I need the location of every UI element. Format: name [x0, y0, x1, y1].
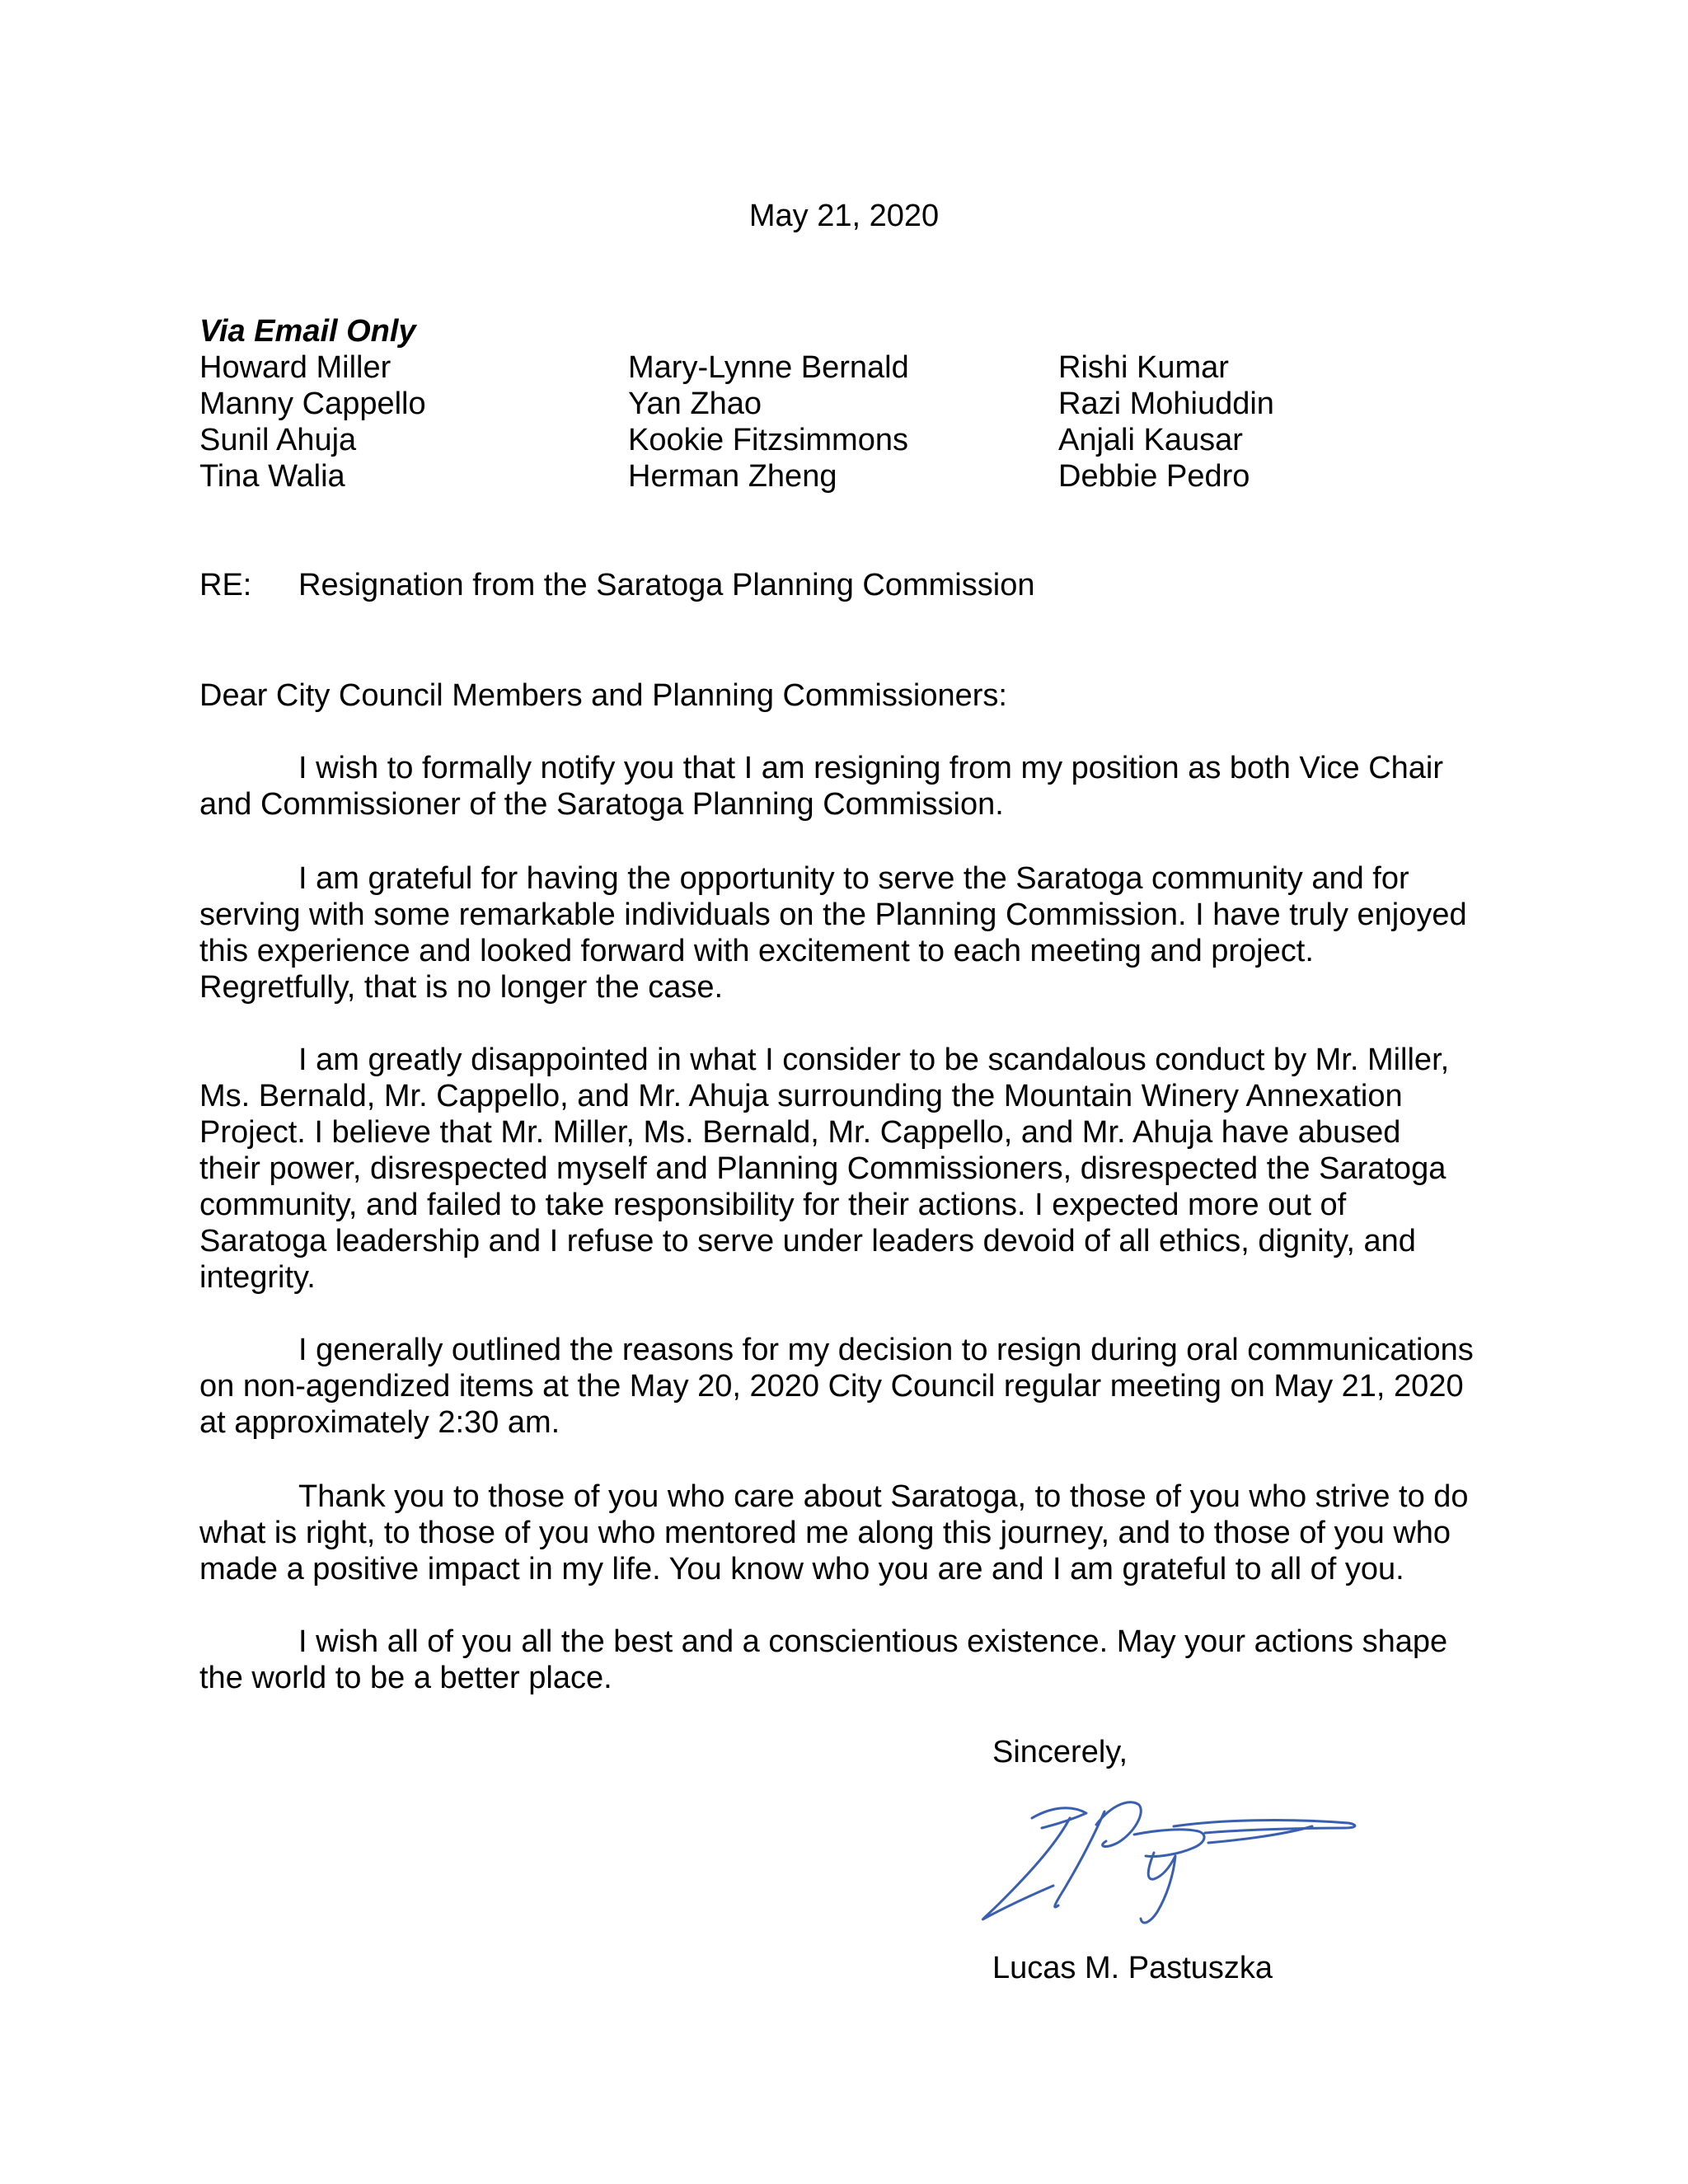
- recipient-name: Howard Miller: [199, 350, 392, 385]
- body-paragraph: [199, 1479, 1502, 1587]
- recipient-name: Tina Walia: [199, 459, 345, 494]
- paragraph-text: I wish all of you all the best and a conscientious existence. May your actions shape the world to be a better place.: [199, 1624, 1448, 1695]
- recipient-name: Mary-Lynne Bernald: [628, 350, 909, 385]
- letter-date: May 21, 2020: [748, 199, 940, 233]
- paragraph-text: I am grateful for having the opportunity to serve the Saratoga community and for serving with some remarkable individuals on the Planning Commission. I have truly enjoyed this experience and looked forward with excitement to each meeting and project. Regretfully, that is no longer the case.: [199, 861, 1467, 1005]
- subject-text: Resignation from the Saratoga Planning Commission: [298, 568, 1035, 602]
- paragraph-text: I wish to formally notify you that I am resigning from my position as both Vice Chair and Commissioner of the Saratoga Planning Commission.: [199, 751, 1444, 822]
- paragraph-text: I generally outlined the reasons for my decision to resign during oral communications on non-agendized items at the May 20, 2020 City Council regular meeting on May 21, 2020 at approximately 2:30 am.: [199, 1333, 1474, 1440]
- recipient-name: Herman Zheng: [628, 459, 837, 494]
- paragraph-text: Thank you to those of you who care about Saratoga, to those of you who strive to do what is right, to those of you who mentored me along this journey, and to those of you who made a positive impact in my life. You know who you are and I am grateful to all of you.: [199, 1479, 1469, 1586]
- recipient-name: Manny Cappello: [199, 387, 426, 421]
- recipient-name: Kookie Fitzsimmons: [628, 423, 908, 457]
- recipient-name: Razi Mohiuddin: [1058, 387, 1274, 421]
- recipient-column-3: [1058, 349, 1274, 494]
- handwritten-signature: [973, 1795, 1418, 1935]
- signer-name: Lucas M. Pastuszka: [992, 1951, 1273, 1985]
- body-paragraph: [199, 1624, 1502, 1696]
- recipient-column-2: [628, 349, 909, 494]
- recipient-name: Sunil Ahuja: [199, 423, 357, 457]
- recipient-name: Rishi Kumar: [1058, 350, 1229, 385]
- subject-line: [199, 567, 1034, 603]
- closing: Sincerely,: [992, 1735, 1128, 1769]
- body-paragraph: [199, 1042, 1502, 1296]
- delivery-method: Via Email Only: [199, 314, 416, 349]
- body-paragraph: [199, 1332, 1502, 1441]
- recipient-column-1: [199, 349, 426, 494]
- subject-label: RE:: [199, 568, 252, 602]
- recipient-name: Anjali Kausar: [1058, 423, 1243, 457]
- salutation: Dear City Council Members and Planning Commissioners:: [199, 678, 1007, 713]
- recipient-name: Yan Zhao: [628, 387, 762, 421]
- paragraph-text: I am greatly disappointed in what I consider to be scandalous conduct by Mr. Miller, Ms. Bernald, Mr. Cappello, and Mr. Ahuja surrounding the Mountain Winery Annexation Project. I believe that Mr. Miller, Ms. Bernald, Mr. Cappello, and Mr. Ahuja have abused their power, disrespected myself and Planning Commissioners, disrespected the Saratoga community, and failed to take responsibility for their actions. I expected more out of Saratoga leadership and I refuse to serve under leaders devoid of all ethics, dignity, and integrity.: [199, 1043, 1450, 1295]
- body-paragraph: [199, 860, 1502, 1005]
- recipient-name: Debbie Pedro: [1058, 459, 1250, 494]
- body-paragraph: [199, 750, 1502, 823]
